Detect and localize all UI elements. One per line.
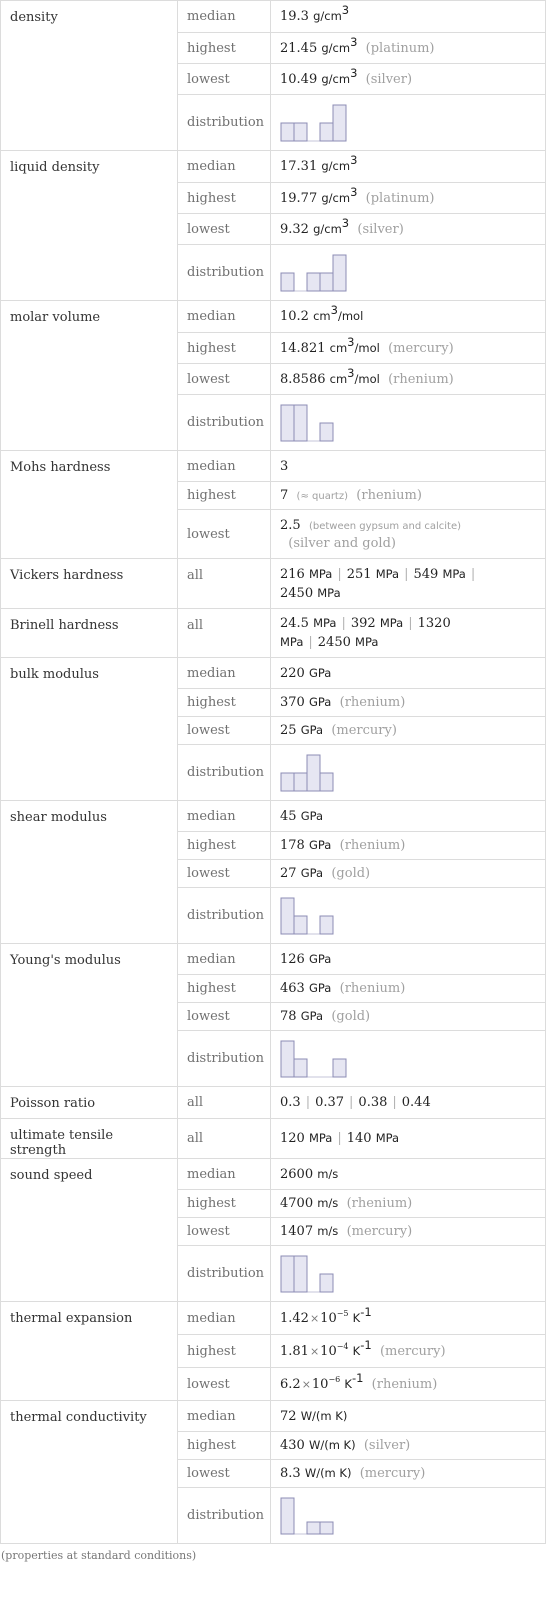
histogram-bar xyxy=(320,423,333,441)
value-cell: 78 GPa (gold) xyxy=(271,1003,546,1031)
sub-label: distribution xyxy=(178,95,271,151)
value-cell: 1407 m/s (mercury) xyxy=(271,1218,546,1246)
sub-label: lowest xyxy=(178,1368,271,1401)
histogram-bar xyxy=(281,1041,294,1077)
value-cell: 25 GPa (mercury) xyxy=(271,717,546,745)
distribution-cell xyxy=(271,888,546,944)
sub-label: median xyxy=(178,801,271,832)
distribution-cell xyxy=(271,1031,546,1087)
sub-label: distribution xyxy=(178,395,271,451)
histogram-bar xyxy=(320,773,333,791)
value-cell: 216 MPa | 251 MPa | 549 MPa | 2450 MPa xyxy=(271,559,546,609)
histogram-bar xyxy=(320,1522,333,1534)
table-row xyxy=(1,1119,546,1159)
sub-label: median xyxy=(178,1159,271,1190)
property-label: sound speed xyxy=(1,1159,178,1302)
value-cell: 220 GPa xyxy=(271,658,546,689)
table-row xyxy=(1,301,546,333)
sub-label: median xyxy=(178,451,271,482)
distribution-histogram xyxy=(280,1039,360,1079)
histogram-bar xyxy=(320,273,333,291)
sub-label: median xyxy=(178,1401,271,1432)
histogram-bar xyxy=(294,916,307,934)
table-row xyxy=(1,801,546,832)
distribution-histogram xyxy=(280,896,360,936)
value-cell: 430 W/(m K) (silver) xyxy=(271,1432,546,1460)
distribution-histogram xyxy=(280,403,360,443)
sub-label: lowest xyxy=(178,1218,271,1246)
property-label: molar volume xyxy=(1,301,178,451)
property-label: shear modulus xyxy=(1,801,178,944)
sub-label: median xyxy=(178,1302,271,1335)
sub-label: lowest xyxy=(178,364,271,395)
value-cell: 463 GPa (rhenium) xyxy=(271,975,546,1003)
sub-label: lowest xyxy=(178,214,271,245)
histogram-bar xyxy=(294,123,307,141)
sub-label: highest xyxy=(178,975,271,1003)
value-cell: 10.2 $cm^3$/mol xyxy=(271,301,546,333)
property-label: Young's modulus xyxy=(1,944,178,1087)
sub-label: distribution xyxy=(178,888,271,944)
table-row xyxy=(1,944,546,975)
sub-label: all xyxy=(178,1087,271,1119)
sub-label: distribution xyxy=(178,1246,271,1302)
sub-label: all xyxy=(178,559,271,609)
value-cell: 8.8586 $cm^3$/mol (rhenium) xyxy=(271,364,546,395)
table-row xyxy=(1,1302,546,1335)
sub-label: lowest xyxy=(178,860,271,888)
sub-label: all xyxy=(178,609,271,658)
distribution-cell xyxy=(271,245,546,301)
value-cell: 120 MPa | 140 MPa xyxy=(271,1119,546,1159)
sub-label: highest xyxy=(178,1335,271,1368)
histogram-bar xyxy=(320,916,333,934)
distribution-cell xyxy=(271,395,546,451)
value-cell: 14.821 $cm^3$/mol (mercury) xyxy=(271,333,546,364)
property-label: Vickers hardness xyxy=(1,559,178,609)
property-label: density xyxy=(1,1,178,151)
table-row xyxy=(1,1159,546,1190)
sub-label: highest xyxy=(178,33,271,64)
value-cell: 19.77 $g/cm^3$ (platinum) xyxy=(271,183,546,214)
footer-note: (properties at standard conditions) xyxy=(1,1549,197,1562)
distribution-cell xyxy=(271,95,546,151)
sub-label: median xyxy=(178,944,271,975)
property-label: ultimate tensile strength xyxy=(1,1119,178,1159)
sub-label: lowest xyxy=(178,510,271,559)
value-cell: 178 GPa (rhenium) xyxy=(271,832,546,860)
distribution-histogram xyxy=(280,103,360,143)
value-cell: 17.31 $g/cm^3$ xyxy=(271,151,546,183)
property-label: Mohs hardness xyxy=(1,451,178,559)
value-cell: 3 xyxy=(271,451,546,482)
property-label: liquid density xyxy=(1,151,178,301)
histogram-bar xyxy=(294,773,307,791)
value-cell: 2600 m/s xyxy=(271,1159,546,1190)
property-label: Brinell hardness xyxy=(1,609,178,658)
sub-label: distribution xyxy=(178,1488,271,1544)
property-label: Poisson ratio xyxy=(1,1087,178,1119)
sub-label: highest xyxy=(178,482,271,510)
sub-label: lowest xyxy=(178,717,271,745)
sub-label: highest xyxy=(178,183,271,214)
sub-label: highest xyxy=(178,1190,271,1218)
table-row xyxy=(1,609,546,658)
sub-label: highest xyxy=(178,333,271,364)
table-row xyxy=(1,1087,546,1119)
sub-label: median xyxy=(178,658,271,689)
histogram-bar xyxy=(281,773,294,791)
histogram-bar xyxy=(281,405,294,441)
table-row xyxy=(1,1401,546,1432)
value-cell: 45 GPa xyxy=(271,801,546,832)
value-cell: 24.5 MPa | 392 MPa | 1320 MPa | 2450 MPa xyxy=(271,609,546,658)
value-cell: 4700 m/s (rhenium) xyxy=(271,1190,546,1218)
sub-label: highest xyxy=(178,689,271,717)
property-label: thermal conductivity xyxy=(1,1401,178,1544)
histogram-bar xyxy=(294,1059,307,1077)
value-cell: 10.49 $g/cm^3$ (silver) xyxy=(271,64,546,95)
value-cell: 19.3 $g/cm^3$ xyxy=(271,1,546,33)
histogram-bar xyxy=(333,1059,346,1077)
histogram-bar xyxy=(281,1256,294,1292)
table-row xyxy=(1,658,546,689)
distribution-histogram xyxy=(280,1496,360,1536)
distribution-histogram xyxy=(280,753,360,793)
histogram-bar xyxy=(307,273,320,291)
value-cell: 9.32 $g/cm^3$ (silver) xyxy=(271,214,546,245)
value-cell: 126 GPa xyxy=(271,944,546,975)
distribution-cell xyxy=(271,1246,546,1302)
sub-label: distribution xyxy=(178,745,271,801)
value-cell: 8.3 W/(m K) (mercury) xyxy=(271,1460,546,1488)
value-cell: 27 GPa (gold) xyxy=(271,860,546,888)
sub-label: median xyxy=(178,301,271,333)
table-row xyxy=(1,451,546,482)
sub-label: distribution xyxy=(178,1031,271,1087)
sub-label: highest xyxy=(178,832,271,860)
sub-label: lowest xyxy=(178,1003,271,1031)
value-cell: 72 W/(m K) xyxy=(271,1401,546,1432)
sub-label: lowest xyxy=(178,64,271,95)
sub-label: lowest xyxy=(178,1460,271,1488)
table-row xyxy=(1,1,546,33)
histogram-bar xyxy=(333,105,346,141)
sub-label: all xyxy=(178,1119,271,1159)
histogram-bar xyxy=(320,1274,333,1292)
value-cell: $6.2\times 10^{-6}$ $K^{-1}$ (rhenium) xyxy=(271,1368,546,1401)
value-cell: 7 (≈ quartz) (rhenium) xyxy=(271,482,546,510)
value-cell: 21.45 $g/cm^3$ (platinum) xyxy=(271,33,546,64)
table-row xyxy=(1,559,546,609)
sub-label: median xyxy=(178,151,271,183)
value-cell: $1.81\times 10^{-4}$ $K^{-1}$ (mercury) xyxy=(271,1335,546,1368)
sub-label: distribution xyxy=(178,245,271,301)
value-cell: $1.42\times 10^{-5}$ $K^{-1}$ xyxy=(271,1302,546,1335)
value-cell: 2.5 (between gypsum and calcite) (silver and gold) xyxy=(271,510,546,559)
histogram-bar xyxy=(281,1498,294,1534)
distribution-cell xyxy=(271,745,546,801)
histogram-bar xyxy=(281,898,294,934)
property-label: thermal expansion xyxy=(1,1302,178,1401)
histogram-bar xyxy=(281,123,294,141)
value-cell: 0.3 | 0.37 | 0.38 | 0.44 xyxy=(271,1087,546,1119)
distribution-histogram xyxy=(280,253,360,293)
property-label: bulk modulus xyxy=(1,658,178,801)
histogram-bar xyxy=(307,755,320,791)
histogram-bar xyxy=(307,1522,320,1534)
table-row xyxy=(1,151,546,183)
distribution-cell xyxy=(271,1488,546,1544)
histogram-bar xyxy=(281,273,294,291)
histogram-bar xyxy=(294,1256,307,1292)
value-cell: 370 GPa (rhenium) xyxy=(271,689,546,717)
sub-label: highest xyxy=(178,1432,271,1460)
histogram-bar xyxy=(333,255,346,291)
histogram-bar xyxy=(294,405,307,441)
histogram-bar xyxy=(320,123,333,141)
sub-label: median xyxy=(178,1,271,33)
distribution-histogram xyxy=(280,1254,360,1294)
